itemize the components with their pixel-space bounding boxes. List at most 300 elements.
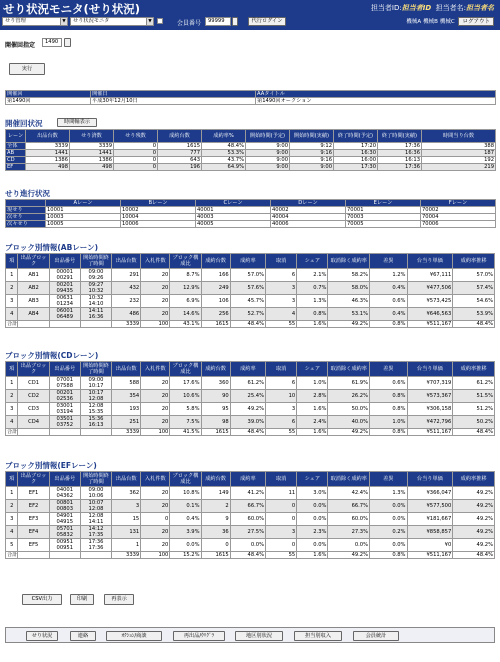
table-cell: 09:00 10:06 (80, 487, 111, 500)
table-cell: 10003 (46, 214, 121, 221)
table-cell: ¥306,158 (407, 403, 453, 416)
table-cell: 57.0% (230, 269, 265, 282)
table-cell: 00201 09435 (49, 282, 80, 295)
column-header: 開始時間終了時間 (80, 254, 111, 269)
nav-seri-status[interactable]: せり状況 (26, 631, 58, 641)
column-header (6, 200, 46, 207)
total-cell: 43.1% (170, 321, 201, 328)
table-cell: 2.1% (297, 269, 328, 282)
block-ef-title: ブロック別情報(EFレーン) (5, 461, 97, 470)
table-cell: 57.6% (230, 282, 265, 295)
round-picker-button[interactable] (64, 38, 71, 47)
table-row (6, 207, 496, 214)
table-cell: 0 (201, 539, 230, 552)
table-cell: 3 (6, 403, 18, 416)
table-cell: 251 (112, 416, 141, 429)
column-header: 成約率推移 (453, 254, 495, 269)
total-cell: 49.2% (328, 552, 370, 559)
nav-relist[interactable]: 再出品/ｳﾘｸﾞﾗ (173, 631, 225, 641)
table-cell: EF2 (18, 500, 49, 513)
total-cell: ¥511,167 (407, 552, 453, 559)
page-title: せり状況モニタ(せり状況) (3, 2, 141, 16)
table-cell: 14:11 16:36 (80, 308, 111, 321)
table-cell: 15:36 16:13 (80, 416, 111, 429)
member-number-input[interactable]: 99999 (205, 17, 231, 26)
table-cell: 10:07 12:08 (80, 500, 111, 513)
block-ef-table (5, 471, 495, 559)
table-cell: 17:36 17:36 (80, 539, 111, 552)
column-header: 成約率 (230, 254, 265, 269)
total-cell: 合計 (7, 321, 18, 327)
table-cell: 249 (201, 282, 230, 295)
total-cell: 49.2% (328, 429, 370, 436)
column-header: Fレーン (421, 200, 496, 207)
table-cell: 17:20 (334, 143, 378, 150)
table-cell: 9:00 (246, 150, 290, 157)
nav-auction[interactable]: ｵｸｼｮﾝ/商談 (106, 631, 162, 641)
nav-member-stats[interactable]: 会員統計 (353, 631, 399, 641)
table-cell: 1 (112, 539, 141, 552)
table-cell: 20 (141, 308, 170, 321)
table-cell: 1 (6, 269, 18, 282)
column-header: 出品番号 (49, 362, 80, 377)
table-cell: 0.0% (328, 539, 370, 552)
table-cell: 11 (266, 487, 297, 500)
table-cell: 0.4% (370, 308, 407, 321)
table-cell: 4 (6, 526, 18, 539)
total-cell: 100 (141, 552, 170, 559)
table-cell: 04001 04362 (49, 487, 80, 500)
table-cell: 20 (141, 539, 170, 552)
column-header: 項 (6, 472, 18, 487)
table-cell: ¥573,367 (407, 390, 453, 403)
table-row (6, 500, 495, 513)
table-cell: ¥472,796 (407, 416, 453, 429)
table-cell: 45.7% (230, 295, 265, 308)
table-cell: 9:00 (246, 164, 290, 171)
table-cell: 1.0% (297, 377, 328, 390)
total-cell: 3339 (112, 429, 141, 436)
column-header: 成約率 (230, 472, 265, 487)
table-cell: 187 (422, 150, 496, 157)
member-search-button[interactable] (232, 17, 238, 26)
table-cell: 14:12 17:35 (80, 526, 111, 539)
top-buttons (404, 17, 494, 26)
table-row (6, 539, 495, 552)
table-row (6, 150, 496, 157)
table-cell: 10:32 14:10 (80, 295, 111, 308)
table-cell: 12.9% (170, 282, 201, 295)
nav-contact[interactable]: 連絡 (70, 631, 96, 641)
table-cell: 40003 (196, 214, 271, 221)
proxy-login-button[interactable]: 代行ログイン (248, 17, 286, 26)
table-cell: ¥0 (407, 539, 453, 552)
table-cell: 12:08 14:11 (80, 513, 111, 526)
table-cell: 360 (201, 377, 230, 390)
column-header: シェア (297, 254, 328, 269)
table-cell: 0.0% (230, 539, 265, 552)
column-header: 成約率推移 (453, 362, 495, 377)
table-cell: 70003 (346, 214, 421, 221)
column-header: 出品番号 (49, 254, 80, 269)
table-cell: ¥67,111 (407, 269, 453, 282)
column-header: ブロック構成比 (170, 472, 201, 487)
machine-b-button[interactable]: 機械B (423, 19, 438, 25)
table-cell: 60.0% (230, 513, 265, 526)
menu-select-value: せり管理 (5, 18, 26, 24)
total-cell (80, 429, 111, 436)
table-cell: 3.0% (297, 487, 328, 500)
total-cell: 合計 (7, 552, 18, 558)
table-cell: EF1 (18, 487, 49, 500)
total-cell: 48.4% (453, 429, 495, 436)
total-cell (49, 429, 80, 436)
block-cd-table (5, 361, 495, 436)
column-header: 出品ブロック (18, 362, 49, 377)
table-cell: 498 (26, 164, 70, 171)
column-header: 終了時間(実績) (378, 130, 422, 143)
table-cell: 57.4% (453, 282, 495, 295)
table-cell: 149 (201, 487, 230, 500)
table-cell: 4 (6, 308, 18, 321)
table-row (6, 282, 495, 295)
table-cell: 70005 (346, 221, 421, 228)
table-cell: CD2 (18, 390, 49, 403)
table-cell: 131 (112, 526, 141, 539)
info-header: AAタイトル (256, 91, 496, 98)
table-cell: 10006 (121, 221, 196, 228)
table-cell: 54.6% (453, 295, 495, 308)
table-cell: 2.8% (297, 390, 328, 403)
column-header: せり済数 (70, 130, 114, 143)
table-cell: 10.8% (170, 487, 201, 500)
table-cell: 20 (141, 282, 170, 295)
table-cell: 3 (112, 500, 141, 513)
menu-select[interactable] (2, 17, 68, 26)
table-cell: 388 (422, 143, 496, 150)
table-cell: 90 (201, 390, 230, 403)
total-cell: 100 (141, 429, 170, 436)
table-cell: 26.2% (328, 390, 370, 403)
column-header: ブロック構成比 (170, 362, 201, 377)
table-cell: 20 (141, 377, 170, 390)
status-table (5, 129, 496, 171)
table-cell: EF3 (18, 513, 49, 526)
table-cell: 0.8% (297, 308, 328, 321)
table-cell: 0.7% (297, 282, 328, 295)
table-cell: 05701 05832 (49, 526, 80, 539)
total-cell (18, 321, 49, 328)
print-button[interactable]: 印刷 (70, 594, 94, 605)
table-cell: 20 (141, 390, 170, 403)
column-header: 開始時間(予定) (246, 130, 290, 143)
table-cell: 40.0% (328, 416, 370, 429)
total-cell: 100 (141, 321, 170, 328)
table-cell: 00631 01234 (49, 295, 80, 308)
table-cell: 07001 07588 (49, 377, 80, 390)
table-cell: 3339 (26, 143, 70, 150)
total-cell: 1615 (201, 552, 230, 559)
bottom-nav (5, 627, 495, 643)
column-header: 項 (6, 254, 18, 269)
table-cell: 49.2% (453, 487, 495, 500)
table-cell: 14.6% (170, 308, 201, 321)
total-row (6, 552, 495, 559)
column-header: 台当り単価 (407, 254, 453, 269)
checkbox[interactable] (157, 18, 163, 24)
table-cell: 00001 00291 (49, 269, 80, 282)
table-cell: 0 (266, 500, 297, 513)
table-cell: 6.9% (170, 295, 201, 308)
table-cell: 49.2% (230, 403, 265, 416)
table-cell: 61.9% (328, 377, 370, 390)
refresh-button[interactable]: 再表示 (104, 594, 134, 605)
table-row (6, 214, 496, 221)
execute-button[interactable]: 実行 (9, 63, 45, 75)
table-cell: 588 (112, 377, 141, 390)
column-header: 成約台数 (201, 362, 230, 377)
table-cell: 9 (201, 513, 230, 526)
column-header: 入札件数 (141, 362, 170, 377)
table-cell: 39.0% (230, 416, 265, 429)
table-cell: 9:00 (246, 157, 290, 164)
table-cell: 17.6% (170, 377, 201, 390)
progress-table (5, 199, 496, 228)
column-header: 入札件数 (141, 254, 170, 269)
table-cell: 196 (158, 164, 202, 171)
info-header: 開催回 (6, 91, 91, 98)
table-cell: 27.5% (230, 526, 265, 539)
total-cell (49, 552, 80, 559)
table-cell: 2 (6, 282, 18, 295)
column-header: 差異 (370, 254, 407, 269)
column-header: Dレーン (271, 200, 346, 207)
round-input[interactable]: 1490 (42, 38, 62, 47)
table-cell: 00201 02536 (49, 390, 80, 403)
table-cell: 0.2% (370, 526, 407, 539)
column-header: 出品台数 (26, 130, 70, 143)
time-axis-button[interactable]: 時間軸表示 (57, 118, 97, 127)
table-row (6, 403, 495, 416)
table-cell: 16:30 (334, 150, 378, 157)
total-cell (18, 552, 49, 559)
table-cell: 0.0% (170, 539, 201, 552)
table-cell: 1386 (26, 157, 70, 164)
table-cell: 2 (6, 500, 18, 513)
table-cell: 166 (201, 269, 230, 282)
nav-area-status[interactable]: 地区別状況 (235, 631, 283, 641)
logout-button[interactable]: ログアウト (458, 17, 494, 26)
table-cell: 0.8% (370, 390, 407, 403)
csv-export-button[interactable]: CSV出力 (22, 594, 62, 605)
column-header: 出品台数 (112, 362, 141, 377)
table-cell: 256 (201, 308, 230, 321)
machine-a-button[interactable]: 機械A (406, 19, 422, 25)
total-row (6, 429, 495, 436)
total-cell: 1615 (201, 321, 230, 328)
table-cell: ¥577,500 (407, 500, 453, 513)
total-cell: 1.6% (297, 552, 328, 559)
table-cell: 41.2% (230, 487, 265, 500)
table-cell: 次々せり (6, 221, 46, 228)
table-cell: 106 (201, 295, 230, 308)
table-cell: 40005 (196, 221, 271, 228)
table-row (6, 390, 495, 403)
table-cell: 57.0% (453, 269, 495, 282)
table-cell: 53.1% (328, 308, 370, 321)
table-cell: 10001 (46, 207, 121, 214)
top-bar (0, 0, 500, 30)
table-cell: 0 (114, 157, 158, 164)
table-cell: 49.2% (453, 500, 495, 513)
column-header: ブロック構成比 (170, 254, 201, 269)
table-cell: EF (6, 164, 26, 171)
table-cell: 777 (158, 150, 202, 157)
table-cell: 40004 (271, 214, 346, 221)
table-cell: 70001 (346, 207, 421, 214)
table-cell: 40002 (271, 207, 346, 214)
table-cell: 6 (266, 416, 297, 429)
column-header: 成約率 (230, 362, 265, 377)
table-cell: 0 (114, 164, 158, 171)
table-cell: 0.4% (370, 282, 407, 295)
table-cell: 25.4% (230, 390, 265, 403)
column-header: 取消除く成約率 (328, 362, 370, 377)
table-cell: AB4 (18, 308, 49, 321)
table-cell: 0.0% (370, 500, 407, 513)
info-value: 第1490回 (6, 98, 91, 105)
column-header: 出品番号 (49, 472, 80, 487)
total-cell: 15.2% (170, 552, 201, 559)
nav-staff-income[interactable]: 担当別収入 (294, 631, 342, 641)
column-header: 成約率% (202, 130, 246, 143)
tanto-name-value: 担当者名 (466, 4, 494, 12)
status-title: 開催回状況 (5, 119, 43, 128)
table-cell: 27.3% (328, 526, 370, 539)
column-header: 取消除く成約率 (328, 254, 370, 269)
table-cell: 0.8% (370, 403, 407, 416)
table-cell: 0.0% (297, 539, 328, 552)
table-cell: 全体 (6, 143, 26, 150)
table-cell: CD (6, 157, 26, 164)
chevron-down-icon: ▼ (60, 18, 67, 25)
info-header: 開催日 (91, 91, 256, 98)
total-cell: 55 (266, 429, 297, 436)
table-cell: 3 (266, 403, 297, 416)
table-cell: 58.2% (328, 269, 370, 282)
table-row (6, 143, 496, 150)
table-row (6, 487, 495, 500)
table-row (6, 295, 495, 308)
total-cell: ¥511,167 (407, 321, 453, 328)
table-cell: 2 (201, 500, 230, 513)
table-cell: 66.7% (230, 500, 265, 513)
column-header: Aレーン (46, 200, 121, 207)
table-cell: 5 (6, 539, 18, 552)
column-header: 成約台数 (201, 254, 230, 269)
table-cell: 48.4% (202, 143, 246, 150)
table-cell: 98 (201, 416, 230, 429)
table-cell: 20 (141, 487, 170, 500)
column-header: 成約台数 (201, 472, 230, 487)
table-row (6, 526, 495, 539)
table-cell: 0 (266, 513, 297, 526)
table-cell: 36 (201, 526, 230, 539)
table-cell: 1.6% (297, 403, 328, 416)
table-cell: AB3 (18, 295, 49, 308)
total-row (6, 321, 495, 328)
info-table (5, 90, 496, 105)
table-cell: 現せり (6, 207, 46, 214)
column-header: 出品台数 (112, 254, 141, 269)
machine-c-button[interactable]: 機械C (439, 19, 455, 25)
table-row (6, 269, 495, 282)
tanto-id-label: 担当者ID: (370, 4, 402, 12)
screen-select[interactable] (70, 17, 154, 26)
table-cell: 09:27 10:32 (80, 282, 111, 295)
table-cell: 70004 (421, 214, 496, 221)
table-cell: 50.2% (453, 416, 495, 429)
table-cell: ¥858,857 (407, 526, 453, 539)
user-info (371, 3, 494, 13)
total-cell: 48.4% (230, 429, 265, 436)
table-row (6, 221, 496, 228)
table-cell: 64.9% (202, 164, 246, 171)
total-cell: 55 (266, 552, 297, 559)
table-cell: 0 (266, 539, 297, 552)
table-cell: 1 (6, 487, 18, 500)
table-cell: 0.0% (297, 500, 328, 513)
table-cell: 17:30 (334, 164, 378, 171)
table-cell: CD1 (18, 377, 49, 390)
table-cell: ¥646,563 (407, 308, 453, 321)
total-cell: 合計 (7, 429, 18, 435)
table-cell: 9:00 (246, 143, 290, 150)
table-cell: 192 (422, 157, 496, 164)
table-cell: 12:08 15:35 (80, 403, 111, 416)
table-cell: 498 (70, 164, 114, 171)
table-cell: 50.0% (328, 403, 370, 416)
table-cell: 20 (141, 500, 170, 513)
table-cell: 06001 06489 (49, 308, 80, 321)
table-cell: 40006 (271, 221, 346, 228)
column-header: Bレーン (121, 200, 196, 207)
table-cell: 1.0% (370, 416, 407, 429)
table-cell: 16:00 (334, 157, 378, 164)
table-cell: 1 (6, 377, 18, 390)
column-header: 成約率推移 (453, 472, 495, 487)
table-cell: 1.3% (370, 487, 407, 500)
table-cell: 04901 04915 (49, 513, 80, 526)
member-label: 会員番号 (177, 20, 202, 27)
table-cell: 1615 (158, 143, 202, 150)
table-cell: 16:13 (378, 157, 422, 164)
table-cell: 1441 (70, 150, 114, 157)
table-cell: 9:16 (290, 150, 334, 157)
table-row (6, 416, 495, 429)
table-cell: 10:17 12:08 (80, 390, 111, 403)
table-cell: 1441 (26, 150, 70, 157)
column-header: 取消除く成約率 (328, 472, 370, 487)
table-cell: EF5 (18, 539, 49, 552)
column-header: Cレーン (196, 200, 271, 207)
column-header: 入札件数 (141, 472, 170, 487)
table-cell: AB1 (18, 269, 49, 282)
table-cell: 49.2% (453, 526, 495, 539)
table-cell: 3 (266, 282, 297, 295)
table-cell: 1.2% (370, 269, 407, 282)
table-cell: 95 (201, 403, 230, 416)
